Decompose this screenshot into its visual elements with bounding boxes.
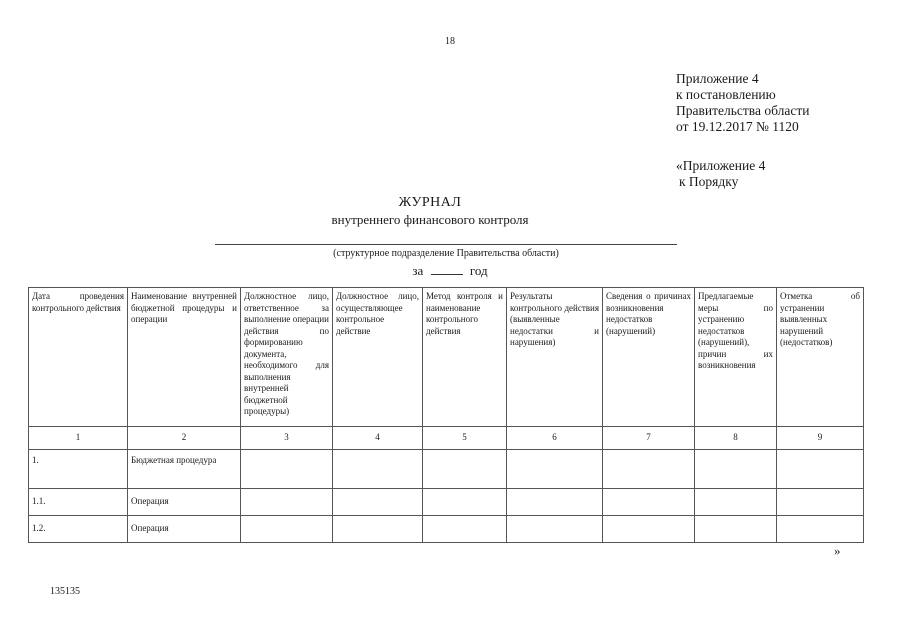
column-header: Результаты контрольного действия (выявленные недостатки и нарушения)	[507, 288, 603, 427]
table-cell	[603, 516, 695, 543]
table-cell	[603, 450, 695, 489]
table-cell	[603, 489, 695, 516]
table-cell	[695, 489, 777, 516]
period-suffix: год	[469, 263, 488, 278]
table-cell	[333, 450, 423, 489]
appendix-line: от 19.12.2017 № 1120	[676, 119, 799, 134]
table-cell	[507, 516, 603, 543]
document-code: 135135	[50, 586, 80, 597]
appendix-header	[676, 71, 809, 135]
period-line	[380, 263, 520, 279]
document-title: ЖУРНАЛ	[398, 195, 462, 210]
table-cell	[507, 489, 603, 516]
table-cell	[695, 450, 777, 489]
period-blank	[431, 263, 463, 275]
column-number: 3	[241, 427, 333, 450]
table-cell	[423, 516, 507, 543]
department-fill-line	[215, 244, 677, 245]
column-header: Наименование внутренней бюджетной процедуры и операции	[128, 288, 241, 427]
table-cell	[241, 489, 333, 516]
table-cell	[333, 489, 423, 516]
table-row	[29, 516, 864, 543]
column-number: 5	[423, 427, 507, 450]
row-number: 1.1.	[29, 489, 128, 516]
appendix-sub-line: к Порядку	[679, 174, 739, 189]
column-header: Должностное лицо, ответственное за выполнение операции действия по формированию документа, необходимого для выполнения внутренней бюджетной процедуры)	[241, 288, 333, 427]
row-name: Бюджетная процедура	[128, 450, 241, 489]
column-header: Должностное лицо, осуществляющее контрольное действие	[333, 288, 423, 427]
document-subtitle: внутреннего финансового контроля	[331, 212, 529, 227]
table-cell	[241, 516, 333, 543]
row-name: Операция	[128, 516, 241, 543]
column-number: 1	[29, 427, 128, 450]
table-header-row	[29, 288, 864, 427]
appendix-line: Приложение 4	[676, 71, 759, 86]
row-number: 1.2.	[29, 516, 128, 543]
column-header: Предлагаемые меры по устранению недостатков (нарушений), причин их возникновения	[695, 288, 777, 427]
table-cell	[695, 516, 777, 543]
column-header: Сведения о причинах возникновения недостатков (нарушений)	[603, 288, 695, 427]
row-number: 1.	[29, 450, 128, 489]
column-number: 8	[695, 427, 777, 450]
column-header: Дата проведения контрольного действия	[29, 288, 128, 427]
table-row	[29, 489, 864, 516]
column-header: Отметка об устранении выявленных нарушений (недостатков)	[777, 288, 864, 427]
appendix-line: Правительства области	[676, 103, 810, 118]
column-number: 2	[128, 427, 241, 450]
column-number: 7	[603, 427, 695, 450]
table-cell	[507, 450, 603, 489]
table-cell	[777, 450, 864, 489]
table-row	[29, 450, 864, 489]
appendix-sub-line: «Приложение 4	[676, 158, 766, 173]
column-header: Метод контроля и наименование контрольного действия	[423, 288, 507, 427]
column-number-row	[29, 427, 864, 450]
page-number: 18	[445, 36, 455, 47]
appendix-sub-header	[676, 158, 765, 190]
department-caption: (структурное подразделение Правительства области)	[333, 248, 559, 259]
table-cell	[423, 450, 507, 489]
period-prefix: за	[412, 263, 424, 278]
column-number: 6	[507, 427, 603, 450]
table-cell	[777, 489, 864, 516]
table-cell	[333, 516, 423, 543]
column-number: 9	[777, 427, 864, 450]
column-number: 4	[333, 427, 423, 450]
row-name: Операция	[128, 489, 241, 516]
appendix-line: к постановлению	[676, 87, 776, 102]
table-cell	[777, 516, 864, 543]
closing-quote: »	[834, 543, 841, 558]
journal-table	[28, 287, 864, 543]
table-cell	[423, 489, 507, 516]
table-cell	[241, 450, 333, 489]
